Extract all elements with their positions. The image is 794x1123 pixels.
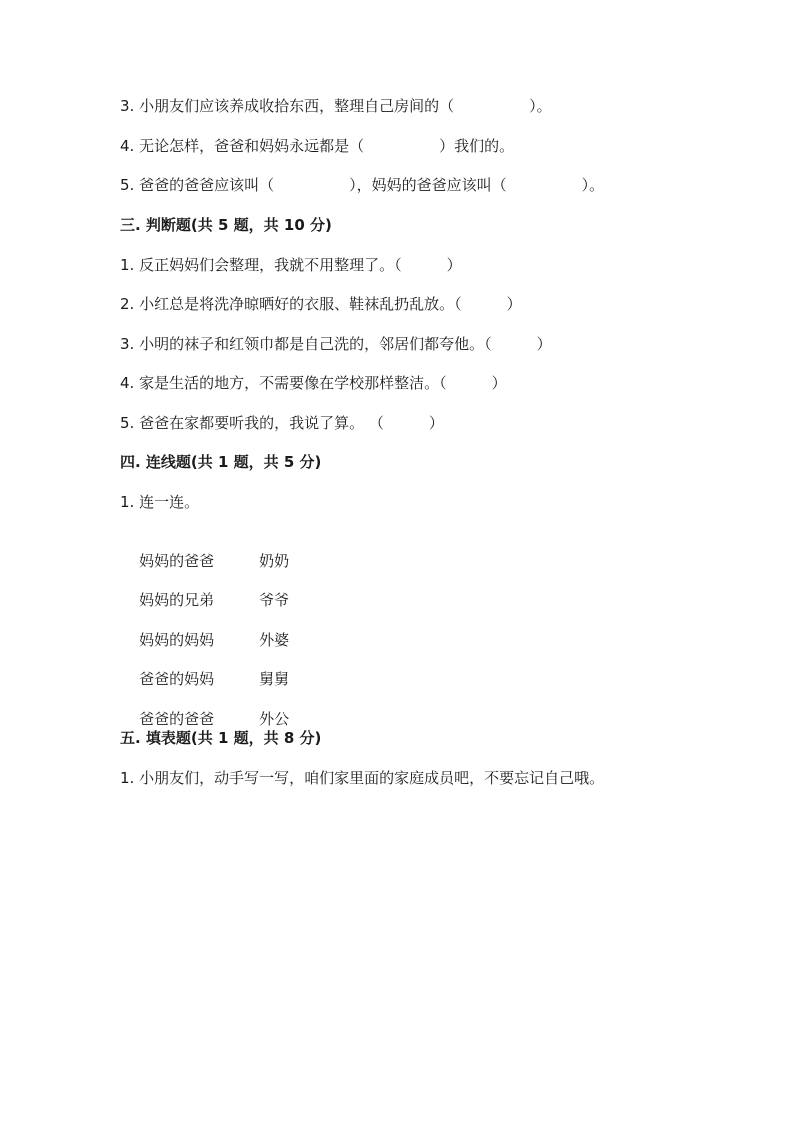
matching-right-item: 外公 xyxy=(259,710,290,728)
judgment-question-5: 5. 爸爸在家都要听我的，我说了算。 （ ） xyxy=(120,414,444,432)
matching-left-item: 妈妈的爸爸 xyxy=(139,552,215,570)
fill-in-question-4: 4. 无论怎样，爸爸和妈妈永远都是（ ）我们的。 xyxy=(120,137,515,155)
fill-in-question-5: 5. 爸爸的爸爸应该叫（ ），妈妈的爸爸应该叫（ ）。 xyxy=(120,176,605,194)
matching-left-item: 妈妈的兄弟 xyxy=(139,591,215,609)
matching-right-item: 爷爷 xyxy=(259,591,290,609)
matching-right-item: 外婆 xyxy=(259,631,290,649)
judgment-question-2: 2. 小红总是将洗净晾晒好的衣服、鞋袜乱扔乱放。（ ） xyxy=(120,295,522,313)
section-heading-judgment: 三. 判断题(共 5 题，共 10 分) xyxy=(120,216,332,234)
judgment-question-3: 3. 小明的袜子和红领巾都是自己洗的，邻居们都夸他。（ ） xyxy=(120,335,552,353)
matching-right-item: 舅舅 xyxy=(259,670,290,688)
fill-in-question-3: 3. 小朋友们应该养成收拾东西，整理自己房间的（ ）。 xyxy=(120,97,552,115)
section-heading-matching: 四. 连线题(共 1 题，共 5 分) xyxy=(120,453,322,471)
matching-left-item: 爸爸的爸爸 xyxy=(139,710,215,728)
matching-question: 1. 连一连。 xyxy=(120,493,200,511)
judgment-question-4: 4. 家是生活的地方，不需要像在学校那样整洁。（ ） xyxy=(120,374,507,392)
section-heading-table: 五. 填表题(共 1 题，共 8 分) xyxy=(120,729,322,747)
matching-left-item: 爸爸的妈妈 xyxy=(139,670,215,688)
matching-right-item: 奶奶 xyxy=(259,552,290,570)
table-question: 1. 小朋友们，动手写一写，咱们家里面的家庭成员吧，不要忘记自己哦。 xyxy=(120,769,605,787)
matching-left-item: 妈妈的妈妈 xyxy=(139,631,215,649)
judgment-question-1: 1. 反正妈妈们会整理，我就不用整理了。（ ） xyxy=(120,256,462,274)
